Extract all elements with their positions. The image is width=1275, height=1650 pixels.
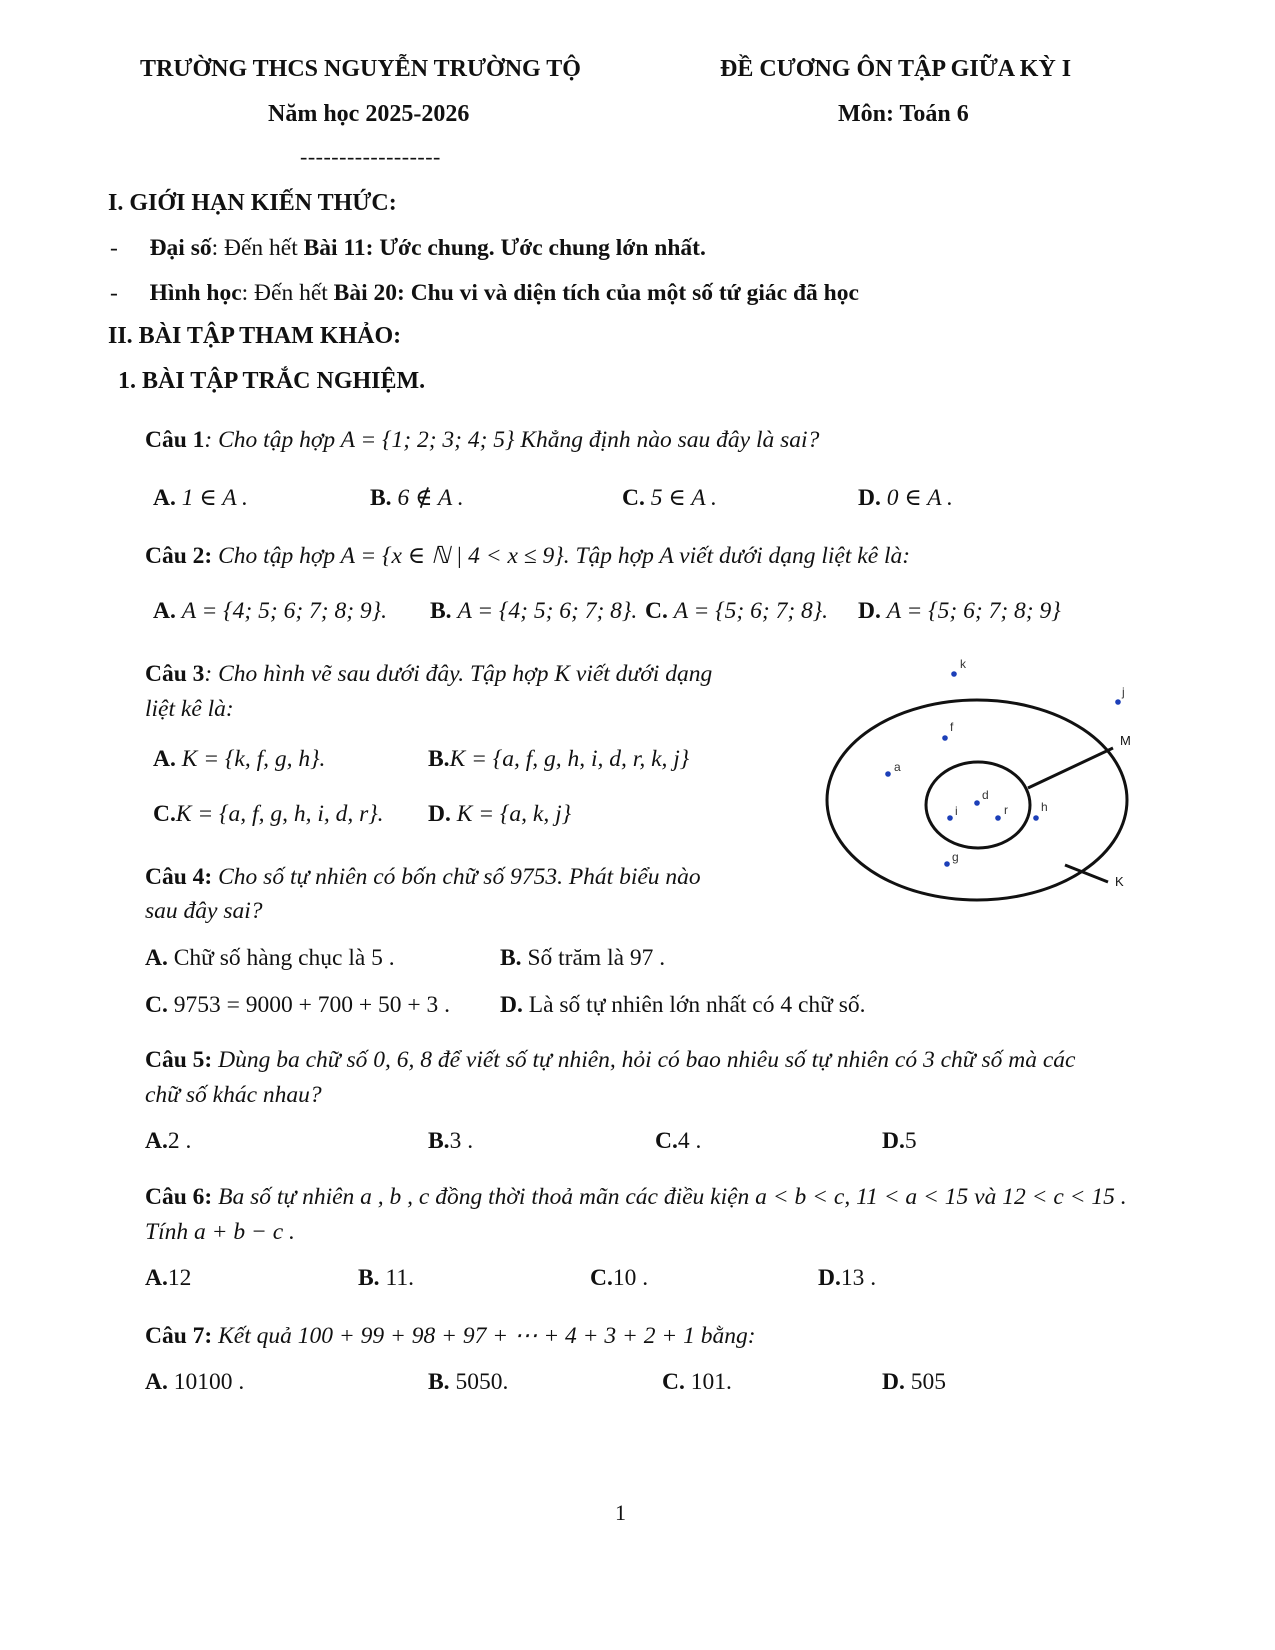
set-k-ellipse [827, 700, 1127, 900]
question-6 [145, 1184, 1127, 1211]
question-2 [145, 541, 910, 570]
question-label: Câu 1 [145, 427, 205, 453]
q7-option-d[interactable]: D. 505 [882, 1369, 946, 1395]
set-m-pointer [1028, 748, 1113, 788]
school-name: TRƯỜNG THCS NGUYỄN TRƯỜNG TỘ [140, 56, 581, 82]
question-label: Câu 6: [145, 1184, 213, 1210]
scope-label: Hình học [149, 280, 242, 306]
subject: Môn: Toán 6 [838, 101, 969, 127]
scope-connector: : Đến hết [241, 280, 334, 306]
point-g [944, 850, 958, 867]
scope-item-algebra [110, 235, 706, 262]
subsection-multiple-choice: 1. BÀI TẬP TRẮC NGHIỆM. [118, 368, 426, 394]
scope-item-geometry [110, 280, 859, 307]
question-3-continued: liệt kê là: [145, 696, 234, 722]
set-label-m: M [1120, 733, 1131, 748]
q6-option-b[interactable]: B. 11. [358, 1265, 414, 1291]
header-separator: ------------------ [300, 144, 441, 169]
point-h [1033, 800, 1047, 821]
set-diagram [810, 650, 1150, 910]
question-1 [145, 427, 819, 454]
set-label-k: K [1115, 874, 1124, 889]
q3-option-a[interactable]: A. K = {k, f, g, h}. [153, 746, 326, 772]
q7-option-a[interactable]: A. 10100 . [145, 1369, 245, 1395]
point-j [1115, 685, 1124, 705]
q4-option-b[interactable]: B. Số trăm là 97 . [500, 945, 666, 971]
q2-option-d[interactable]: D. A = {5; 6; 7; 8; 9} [858, 598, 1061, 624]
question-text: Cho số tự nhiên có bốn chữ số 9753. Phát biểu nào [218, 864, 701, 890]
question-text: Cho tập hợp A = {x ∈ ℕ | 4 < x ≤ 9}. Tập hợp A viết dưới dạng liệt kê là: [218, 543, 911, 569]
question-text: Kết quả 100 + 99 + 98 + 97 + ⋯ + 4 + 3 + 2 + 1 bằng: [218, 1323, 756, 1349]
point-i [947, 804, 957, 821]
q7-option-b[interactable]: B. 5050. [428, 1369, 509, 1395]
q5-option-c[interactable]: C.4 . [655, 1128, 702, 1154]
question-5 [145, 1047, 1075, 1074]
q2-option-a[interactable]: A. A = {4; 5; 6; 7; 8; 9}. [153, 598, 387, 624]
point-r [995, 803, 1008, 821]
question-text: Ba số tự nhiên a , b , c đồng thời thoả mãn các điều kiện a < b < c, 11 < a < 15 và 12 < c < 15 . [218, 1184, 1127, 1210]
svg-text:r: r [1004, 803, 1008, 817]
point-a [885, 760, 901, 777]
q2-option-b[interactable]: B. A = {4; 5; 6; 7; 8}. [430, 598, 638, 624]
school-year: Năm học 2025-2026 [268, 101, 470, 127]
question-3 [145, 661, 712, 688]
q1-option-b[interactable]: B. 6 ∉ A . [370, 485, 464, 511]
question-6-continued: Tính a + b − c . [145, 1219, 295, 1245]
scope-connector: : Đến hết [211, 235, 304, 261]
bullet-dash: - [110, 235, 118, 261]
question-label: Câu 5: [145, 1047, 213, 1073]
q6-option-a[interactable]: A.12 [145, 1265, 192, 1291]
question-4-continued: sau đây sai? [145, 898, 263, 924]
q3-option-b[interactable]: B.K = {a, f, g, h, i, d, r, k, j} [428, 746, 690, 772]
svg-text:i: i [955, 804, 958, 818]
svg-text:j: j [1122, 685, 1125, 699]
q5-option-d[interactable]: D.5 [882, 1128, 917, 1154]
q5-option-b[interactable]: B.3 . [428, 1128, 474, 1154]
svg-text:f: f [950, 720, 954, 734]
svg-text:k: k [960, 657, 966, 671]
svg-text:a: a [894, 760, 901, 774]
q4-option-c[interactable]: C. 9753 = 9000 + 700 + 50 + 3 . [145, 992, 450, 1018]
question-text: : Cho tập hợp A = {1; 2; 3; 4; 5} Khẳng định nào sau đây là sai? [204, 427, 820, 453]
q1-option-d[interactable]: D. 0 ∈ A . [858, 485, 953, 511]
scope-topic: Bài 20: Chu vi và diện tích của một số tứ giác đã học [333, 280, 859, 306]
section-1-title: I. GIỚI HẠN KIẾN THỨC: [108, 190, 397, 216]
q1-option-c[interactable]: C. 5 ∈ A . [622, 485, 717, 511]
section-2-title: II. BÀI TẬP THAM KHẢO: [108, 323, 402, 349]
question-label: Câu 3 [145, 661, 205, 687]
question-text: Dùng ba chữ số 0, 6, 8 để viết số tự nhiên, hỏi có bao nhiêu số tự nhiên có 3 chữ số mà các [218, 1047, 1076, 1073]
point-d [974, 788, 988, 806]
question-5-continued: chữ số khác nhau? [145, 1082, 322, 1108]
q2-option-c[interactable]: C. A = {5; 6; 7; 8}. [645, 598, 829, 624]
svg-text:h: h [1041, 800, 1048, 814]
point-f [942, 720, 954, 741]
q3-option-d[interactable]: D. K = {a, k, j} [428, 801, 572, 827]
question-label: Câu 2: [145, 543, 213, 569]
svg-text:g: g [952, 850, 959, 864]
q1-option-a[interactable]: A. 1 ∈ A . [153, 485, 248, 511]
q5-option-a[interactable]: A.2 . [145, 1128, 192, 1154]
question-label: Câu 7: [145, 1323, 213, 1349]
q7-option-c[interactable]: C. 101. [662, 1369, 732, 1395]
q4-option-d[interactable]: D. Là số tự nhiên lớn nhất có 4 chữ số. [500, 992, 866, 1018]
bullet-dash: - [110, 280, 118, 306]
q6-option-c[interactable]: C.10 . [590, 1265, 649, 1291]
scope-topic: Bài 11: Ước chung. Ước chung lớn nhất. [303, 235, 706, 261]
question-text: : Cho hình vẽ sau dưới đây. Tập hợp K viết dưới dạng [204, 661, 713, 687]
question-label: Câu 4: [145, 864, 213, 890]
q4-option-a[interactable]: A. Chữ số hàng chục là 5 . [145, 945, 395, 971]
scope-label: Đại số [149, 235, 212, 261]
svg-text:d: d [982, 788, 989, 802]
question-4 [145, 864, 701, 891]
q6-option-d[interactable]: D.13 . [818, 1265, 877, 1291]
point-k [951, 657, 967, 677]
document-title: ĐỀ CƯƠNG ÔN TẬP GIỮA KỲ I [720, 56, 1072, 82]
page-number: 1 [615, 1500, 626, 1525]
question-7 [145, 1321, 756, 1350]
q3-option-c[interactable]: C.K = {a, f, g, h, i, d, r}. [153, 801, 384, 827]
